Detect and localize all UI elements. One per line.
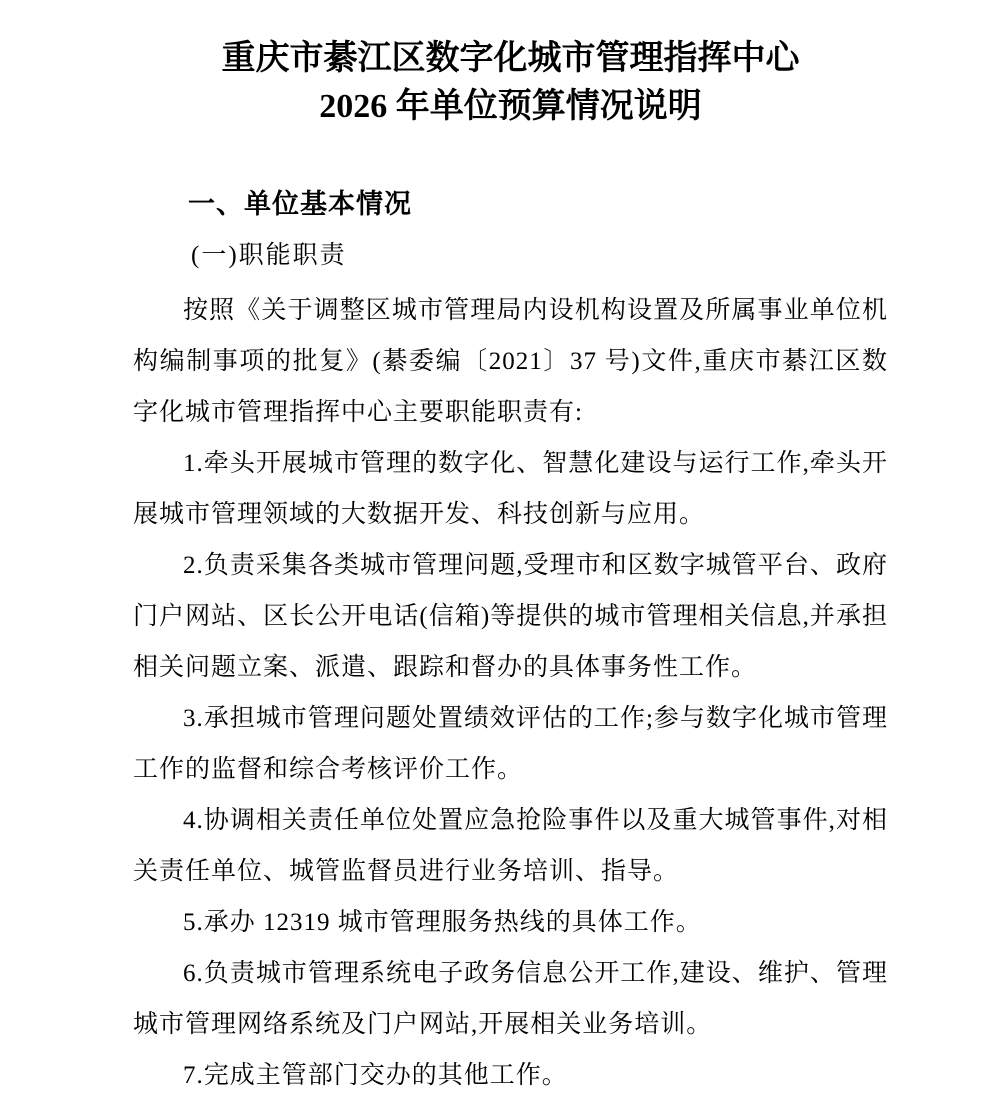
paragraph-intro: 按照《关于调整区城市管理局内设机构设置及所属事业单位机构编制事项的批复》(綦委编〔2021〕37 号)文件,重庆市綦江区数字化城市管理指挥中心主要职能职责有: bbox=[133, 296, 888, 426]
document-title bbox=[133, 35, 888, 131]
section-heading-unit-basic-info: 一、单位基本情况 bbox=[188, 188, 412, 219]
paragraph-duty-5: 5.承办 12319 城市管理服务热线的具体工作。 bbox=[183, 908, 702, 936]
document-title-line1: 重庆市綦江区数字化城市管理指挥中心 bbox=[221, 39, 800, 77]
paragraph-duty-6: 6.负责城市管理系统电子政务信息公开工作,建设、维护、管理城市管理网络系统及门户网站,开展相关业务培训。 bbox=[133, 959, 888, 1038]
paragraph-duty-4: 4.协调相关责任单位处置应急抢险事件以及重大城管事件,对相关责任单位、城管监督员进行业务培训、指导。 bbox=[133, 806, 888, 885]
paragraph-duty-1: 1.牵头开展城市管理的数字化、智慧化建设与运行工作,牵头开展城市管理领域的大数据开发、科技创新与应用。 bbox=[133, 449, 888, 528]
paragraph-duty-7: 7.完成主管部门交办的其他工作。 bbox=[183, 1061, 568, 1089]
subsection-heading-duties: (一)职能职责 bbox=[191, 241, 347, 269]
document-title-line2: 2026 年单位预算情况说明 bbox=[319, 87, 702, 125]
document-body bbox=[133, 285, 888, 1101]
paragraph-duty-3: 3.承担城市管理问题处置绩效评估的工作;参与数字化城市管理工作的监督和综合考核评价工作。 bbox=[133, 704, 888, 783]
paragraph-duty-2: 2.负责采集各类城市管理问题,受理市和区数字城管平台、政府门户网站、区长公开电话(信箱)等提供的城市管理相关信息,并承担相关问题立案、派遣、跟踪和督办的具体事务性工作。 bbox=[133, 551, 888, 681]
